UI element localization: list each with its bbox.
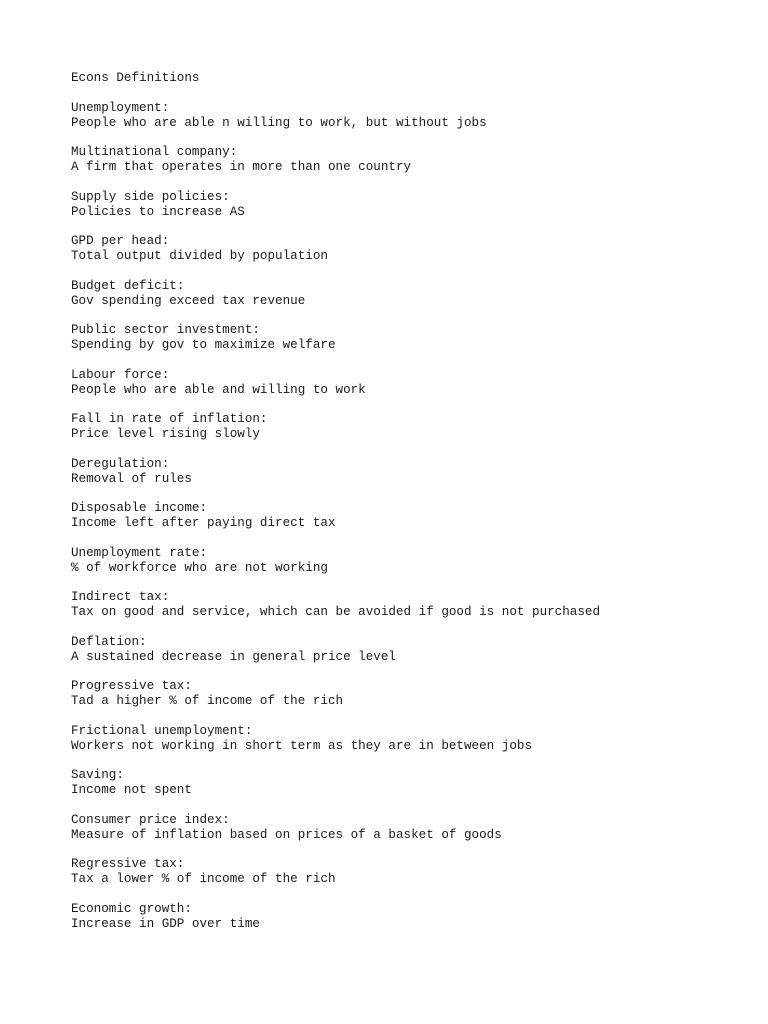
definition-entry bbox=[71, 323, 731, 353]
definition-entry bbox=[71, 768, 731, 798]
document-page bbox=[71, 71, 731, 946]
definition-term: Labour force: bbox=[71, 367, 170, 382]
definition-term: Economic growth: bbox=[71, 901, 192, 916]
definition-term: Supply side policies: bbox=[71, 189, 230, 204]
definition-term: Consumer price index: bbox=[71, 812, 230, 827]
definition-text: Income not spent bbox=[71, 783, 192, 797]
definition-text: Tax a lower % of income of the rich bbox=[71, 872, 336, 886]
definition-entry bbox=[71, 501, 731, 531]
definition-text: A firm that operates in more than one country bbox=[71, 160, 412, 174]
definition-entry bbox=[71, 190, 731, 220]
definition-term: Saving: bbox=[71, 768, 124, 782]
definition-term: Unemployment rate: bbox=[71, 545, 208, 560]
definition-text: Total output divided by population bbox=[71, 249, 328, 263]
definition-text: Removal of rules bbox=[71, 471, 192, 486]
definition-term: Public sector investment: bbox=[71, 323, 260, 337]
definition-entry bbox=[71, 101, 731, 131]
definition-text: Workers not working in short term as they are in between jobs bbox=[71, 738, 533, 753]
definition-text: Tad a higher % of income of the rich bbox=[71, 694, 344, 708]
definition-text: Policies to increase AS bbox=[71, 204, 245, 219]
definition-term: Regressive tax: bbox=[71, 857, 185, 871]
definition-entry bbox=[71, 724, 731, 754]
definition-text: People who are able n willing to work, but without jobs bbox=[71, 115, 487, 130]
definition-entry bbox=[71, 590, 731, 620]
definition-term: Budget deficit: bbox=[71, 278, 185, 293]
definition-text: % of workforce who are not working bbox=[71, 560, 328, 575]
definition-entry bbox=[71, 635, 731, 665]
definition-text: Increase in GDP over time bbox=[71, 916, 260, 931]
definition-term: Disposable income: bbox=[71, 501, 208, 515]
definition-text: Spending by gov to maximize welfare bbox=[71, 338, 336, 352]
definition-term: GPD per head: bbox=[71, 234, 170, 248]
definition-term: Deregulation: bbox=[71, 456, 170, 471]
definition-term: Indirect tax: bbox=[71, 590, 170, 604]
definition-text: Measure of inflation based on prices of a basket of goods bbox=[71, 827, 502, 842]
definition-entry bbox=[71, 857, 731, 887]
definition-text: Income left after paying direct tax bbox=[71, 516, 336, 530]
definition-entry bbox=[71, 145, 731, 175]
definition-text: Tax on good and service, which can be avoided if good is not purchased bbox=[71, 605, 601, 619]
definition-list bbox=[71, 101, 731, 932]
document-title: Econs Definitions bbox=[71, 71, 200, 85]
definition-text: People who are able and willing to work bbox=[71, 382, 366, 397]
definition-entry bbox=[71, 679, 731, 709]
definition-term: Progressive tax: bbox=[71, 679, 192, 693]
definition-entry bbox=[71, 813, 731, 843]
definition-entry bbox=[71, 457, 731, 487]
definition-term: Frictional unemployment: bbox=[71, 723, 253, 738]
definition-term: Fall in rate of inflation: bbox=[71, 412, 268, 426]
definition-text: A sustained decrease in general price level bbox=[71, 649, 396, 664]
definition-term: Deflation: bbox=[71, 634, 147, 649]
definition-entry bbox=[71, 902, 731, 932]
definition-entry bbox=[71, 368, 731, 398]
definition-term: Unemployment: bbox=[71, 100, 170, 115]
definition-entry bbox=[71, 279, 731, 309]
definition-term: Multinational company: bbox=[71, 145, 238, 159]
definition-entry bbox=[71, 234, 731, 264]
definition-text: Gov spending exceed tax revenue bbox=[71, 293, 306, 308]
definition-entry bbox=[71, 546, 731, 576]
definition-entry bbox=[71, 412, 731, 442]
definition-text: Price level rising slowly bbox=[71, 427, 260, 441]
